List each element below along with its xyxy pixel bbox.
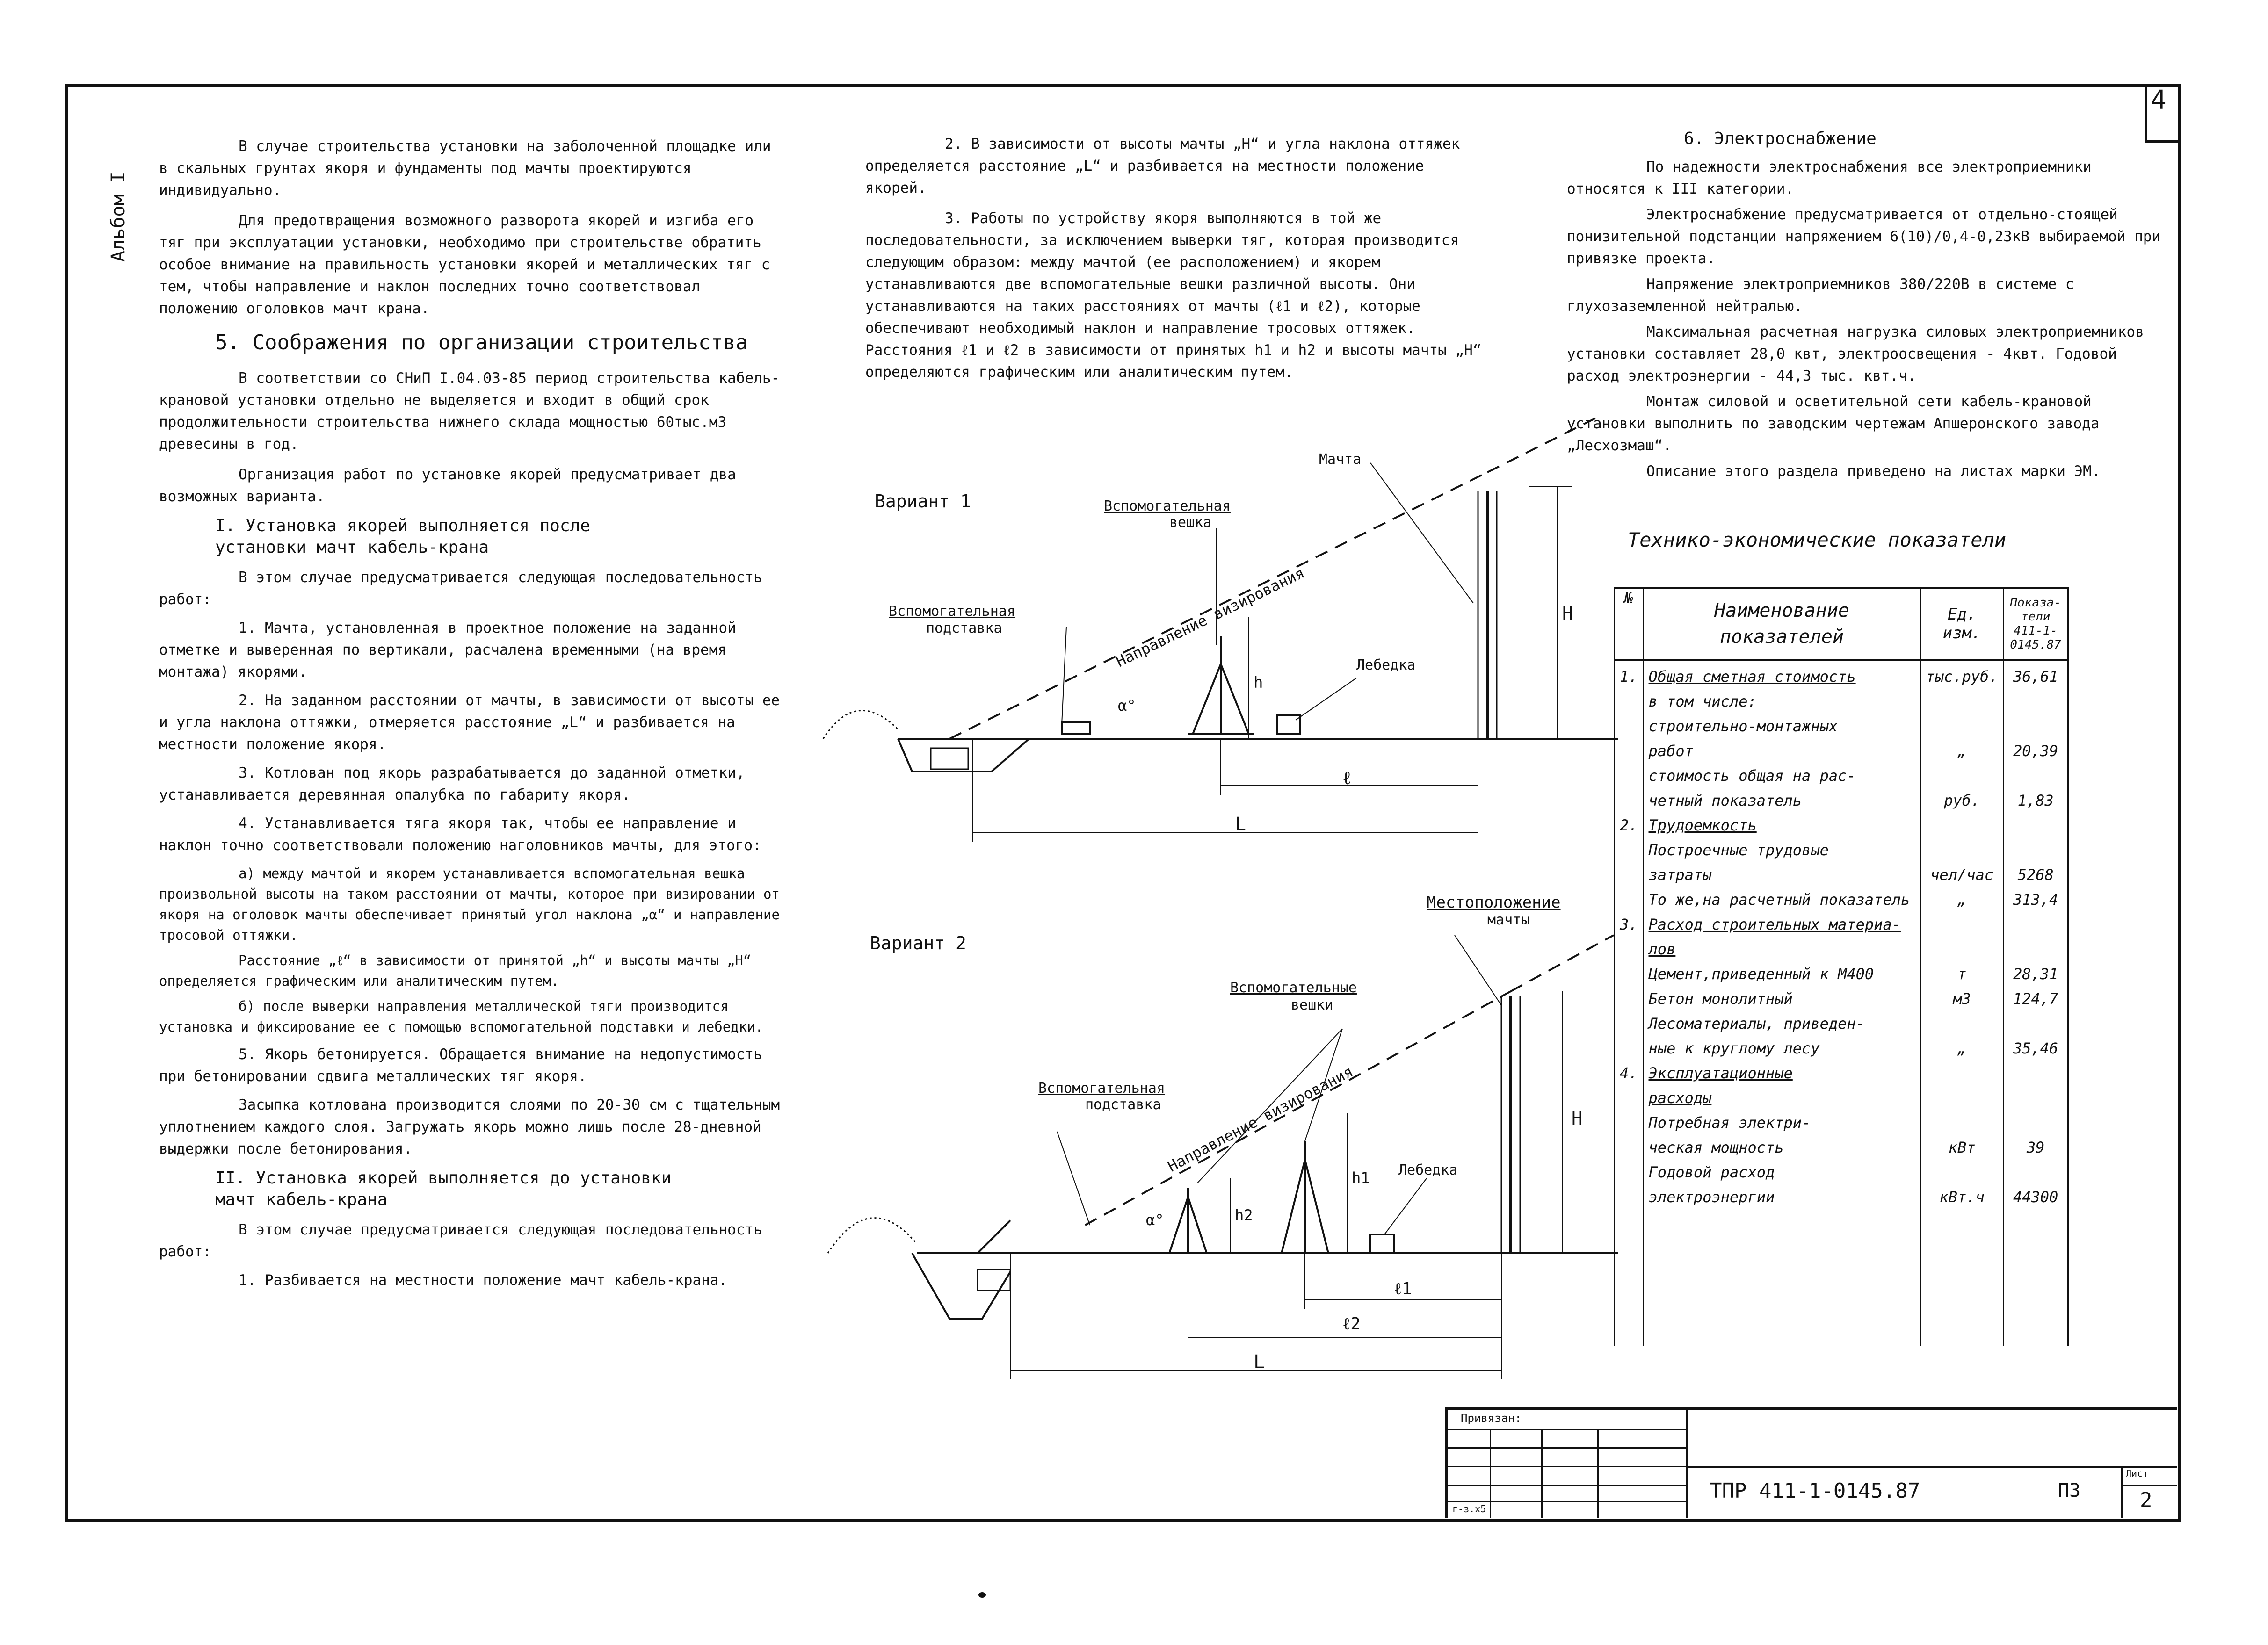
table-row: [1615, 1132, 2068, 1156]
cell-unit: т: [1920, 958, 2003, 983]
cell-name: Потребная электри-: [1643, 1107, 1920, 1132]
table-row: [1615, 1107, 2068, 1132]
stand-label: Вспомогательная: [1038, 1080, 1165, 1097]
poles-label-2: вешки: [1291, 997, 1333, 1013]
cell-name: Лесоматериалы, приведен-: [1643, 1008, 1920, 1032]
cell-unit: [1920, 685, 2003, 710]
variant-2-title: Вариант 2: [870, 933, 966, 953]
paragraph: Описание этого раздела приведено на листах марки ЭМ.: [1646, 463, 2101, 480]
table-title: Технико-экономические показатели: [1628, 528, 2007, 551]
table-row: [1615, 1032, 2068, 1057]
cell-no: [1615, 933, 1644, 958]
table-row: [1615, 1181, 2068, 1206]
cell-no: [1615, 834, 1644, 859]
mast-label: Мачта: [1319, 451, 1362, 468]
cell-name: ческая мощность: [1643, 1132, 1920, 1156]
cell-no: [1615, 735, 1644, 760]
cell-name: Бетон монолитный: [1643, 983, 1920, 1008]
drawing-code: ТПР 411-1-0145.87: [1710, 1479, 1920, 1503]
l2-label: ℓ2: [1342, 1314, 1361, 1334]
H-label: H: [1572, 1108, 1582, 1129]
paragraph: 5. Якорь бетонируется. Обращается внимание на недопустимость при бетонировании сдвига металлических тяг якоря.: [159, 1046, 762, 1085]
subsection-heading-I: I. Установка якорей выполняется после установки мачт кабель-крана: [215, 516, 590, 557]
cell-unit: „: [1920, 1032, 2003, 1057]
l1-label: ℓ1: [1394, 1279, 1412, 1299]
page-number: 4: [2151, 85, 2167, 115]
l-label: ℓ: [1342, 767, 1352, 789]
cell-name: Цемент,приведенный к М400: [1643, 958, 1920, 983]
album-label: Альбом I: [108, 172, 129, 262]
cell-val: [2003, 1057, 2068, 1082]
variant-2-diagram: [828, 935, 1618, 1379]
cell-name: Трудоемкость: [1643, 809, 1920, 834]
cell-val: 44300: [2003, 1181, 2068, 1206]
header-name: Наименование показателей: [1643, 588, 1920, 660]
paragraph: Засыпка котлована производится слоями по 20-30 см с тщательным уплотнением каждого слоя. Загружать якорь можно лишь после 28-дневной выдержки после бетонирования.: [159, 1097, 780, 1157]
table-row: [1615, 760, 2068, 785]
poles-label: Вспомогательные: [1230, 980, 1357, 996]
cell-name: То же,на расчетный показатель: [1643, 884, 1920, 909]
list-label: Лист: [2126, 1468, 2149, 1479]
table-row: [1615, 983, 2068, 1008]
table-row: [1615, 809, 2068, 834]
table-row: [1615, 710, 2068, 735]
cell-val: 20,39: [2003, 735, 2068, 760]
cell-no: [1615, 685, 1644, 710]
cell-unit: м3: [1920, 983, 2003, 1008]
table-body: [1615, 660, 2068, 1206]
cell-unit: „: [1920, 884, 2003, 909]
punch-dot: [978, 1592, 986, 1598]
cell-name: в том числе:: [1643, 685, 1920, 710]
pole-label: Вспомогательная: [1104, 498, 1231, 514]
cell-val: 5268: [2003, 859, 2068, 884]
cell-no: 4.: [1615, 1057, 1644, 1082]
table-row: [1615, 1008, 2068, 1032]
paragraph: Электроснабжение предусматривается от отдельно-стоящей понизительной подстанции напряжением 6(10)/0,4-0,23кВ выбираемой при привязке проекта.: [1567, 206, 2161, 267]
paragraph: 3. Работы по устройству якоря выполняются в той же последовательности, за исключением выверки тяг, которая производится следующим образом: между мачтой (ее расположением) и якорем устанавливаются две вспомогательные вешки различной высоты. Они устанавливаются на таких расстояниях от мачты (ℓ1 и ℓ2), которые обеспечивают необходимый наклон и направление тросовых оттяжек. Расстояния ℓ1 и ℓ2 в зависимости от принятых h1 и h2 и высоты мачты „H“ определяются графическим или аналитическим путем.: [865, 210, 1482, 381]
paragraph: Расстояние „ℓ“ в зависимости от принятой „h“ и высоты мачты „H“ определяется графическим или аналитическим путем.: [159, 952, 752, 989]
h-label: h: [1254, 673, 1263, 692]
sighting-direction-label: Направление визирования: [1113, 563, 1307, 671]
cell-no: 3.: [1615, 909, 1644, 933]
section-heading-6: 6. Электроснабжение: [1684, 129, 1877, 148]
cell-val: 28,31: [2003, 958, 2068, 983]
table-row: [1615, 685, 2068, 710]
subsection-heading-II: II. Установка якорей выполняется до установки мачт кабель-крана: [215, 1169, 672, 1209]
cell-no: [1615, 785, 1644, 809]
paragraph: 2. В зависимости от высоты мачты „H“ и угла наклона оттяжек определяется расстояние „L“ и разбивается на местности положение якорей.: [865, 136, 1460, 196]
cell-val: [2003, 685, 2068, 710]
cell-unit: [1920, 1082, 2003, 1107]
cell-val: [2003, 1082, 2068, 1107]
table-row: [1615, 785, 2068, 809]
cell-name: электроэнергии: [1643, 1181, 1920, 1206]
h2-label: h2: [1235, 1206, 1253, 1224]
cell-no: [1615, 760, 1644, 785]
cell-unit: [1920, 1107, 2003, 1132]
cell-val: 313,4: [2003, 884, 2068, 909]
cell-name: затраты: [1643, 859, 1920, 884]
cell-val: [2003, 809, 2068, 834]
inventory-number: г-з.х5: [1452, 1503, 1486, 1515]
cell-unit: кВт: [1920, 1132, 2003, 1156]
cell-no: [1615, 1008, 1644, 1032]
table-row: [1615, 1156, 2068, 1181]
cell-no: 1.: [1615, 660, 1644, 685]
paragraph: В этом случае предусматривается следующая последовательность работ:: [159, 569, 762, 608]
cell-name: Годовой расход: [1643, 1156, 1920, 1181]
cell-name: Расход строительных материа-: [1643, 909, 1920, 933]
table-row: [1615, 660, 2068, 685]
cell-name: Общая сметная стоимость: [1643, 660, 1920, 685]
table-row: [1615, 909, 2068, 933]
section-heading-5: 5. Соображения по организации строительства: [215, 331, 748, 354]
winch-label: Лебедка: [1356, 657, 1416, 673]
cell-name: Эксплуатационные: [1643, 1057, 1920, 1082]
paragraph: Напряжение электроприемников 380/220В в системе с глухозаземленной нейтралью.: [1567, 276, 2074, 315]
paragraph: Для предотвращения возможного разворота якорей и изгиба его тяг при эксплуатации установки, необходимо при строительстве обратить особое внимание на правильность установки якорей и металлических тяг с тем, чтобы направление и наклон последних точно соответствовал положению оголовков мачт крана.: [159, 212, 770, 317]
h1-label: h1: [1352, 1169, 1370, 1187]
L-label: L: [1254, 1351, 1265, 1373]
cell-unit: тыс.руб.: [1920, 660, 2003, 685]
paragraph: 1. Разбивается на местности положение мачт кабель-крана.: [239, 1272, 728, 1289]
cell-no: [1615, 1032, 1644, 1057]
table-row: [1615, 884, 2068, 909]
cell-unit: [1920, 1008, 2003, 1032]
cell-no: [1615, 1181, 1644, 1206]
cell-unit: кВт.ч: [1920, 1181, 2003, 1206]
cell-no: [1615, 859, 1644, 884]
paragraph: В соответствии со СНиП I.04.03-85 период строительства кабель-крановой установки отдельно не выделяется и входит в общий срок продолжительности строительства нижнего склада мощностью 60тыс.м3 древесины в год.: [159, 370, 780, 453]
header-unit: Ед. изм.: [1920, 588, 2003, 660]
cell-val: 36,61: [2003, 660, 2068, 685]
cell-name: работ: [1643, 735, 1920, 760]
cell-name: строительно-монтажных: [1643, 710, 1920, 735]
cell-val: [2003, 933, 2068, 958]
alpha-label: α°: [1118, 697, 1136, 714]
cell-name: ные к круглому лесу: [1643, 1032, 1920, 1057]
title-block: [1445, 1407, 2177, 1518]
alpha-label: α°: [1146, 1211, 1164, 1229]
stand-label-2: подставка: [1085, 1097, 1161, 1113]
cell-val: [2003, 760, 2068, 785]
cell-unit: [1920, 933, 2003, 958]
cell-no: [1615, 958, 1644, 983]
cell-val: 39: [2003, 1132, 2068, 1156]
cell-no: [1615, 1156, 1644, 1181]
cell-unit: [1920, 760, 2003, 785]
cell-no: [1615, 710, 1644, 735]
cell-val: 35,46: [2003, 1032, 2068, 1057]
paragraph: Максимальная расчетная нагрузка силовых электроприемников установки составляет 28,0 квт, электроосвещения - 4квт. Годовой расход электроэнергии - 44,3 тыс. квт.ч.: [1567, 324, 2144, 384]
stand-label: Вспомогательная: [889, 603, 1015, 620]
cell-val: [2003, 834, 2068, 859]
cell-name: лов: [1643, 933, 1920, 958]
cell-val: [2003, 1008, 2068, 1032]
list-number: 2: [2140, 1488, 2152, 1512]
cell-val: [2003, 710, 2068, 735]
indicators-table: [1614, 587, 2069, 1346]
cell-unit: [1920, 710, 2003, 735]
paragraph: б) после выверки направления металлической тяги производится установка и фиксирование ее с помощью вспомогательной подставки и лебедки.: [159, 998, 764, 1035]
cell-val: [2003, 1156, 2068, 1181]
cell-no: [1615, 1082, 1644, 1107]
paragraph: В этом случае предусматривается следующая последовательность работ:: [159, 1221, 762, 1260]
paragraph: 3. Котлован под якорь разрабатывается до заданной отметки, устанавливается деревянная опалубка по габариту якоря.: [159, 765, 745, 803]
pole-label-2: вешка: [1169, 514, 1212, 531]
table-row: [1615, 933, 2068, 958]
cell-unit: чел/час: [1920, 859, 2003, 884]
cell-unit: [1920, 909, 2003, 933]
paragraph: 4. Устанавливается тяга якоря так, чтобы ее направление и наклон точно соответствовали положению наголовников мачты, для этого:: [159, 815, 761, 854]
cell-unit: [1920, 1156, 2003, 1181]
header-values: Показа- тели 411-1- 0145.87: [2003, 588, 2068, 660]
table-row: [1615, 958, 2068, 983]
cell-val: [2003, 909, 2068, 933]
paragraph: Организация работ по установке якорей предусматривает два возможных варианта.: [159, 466, 736, 505]
header-no: №: [1615, 588, 1644, 660]
sighting-direction-label: Направление визирования: [1165, 1062, 1356, 1176]
table-row: [1615, 1082, 2068, 1107]
stand-label-2: подставка: [926, 620, 1002, 636]
cell-no: [1615, 1107, 1644, 1132]
cell-unit: [1920, 834, 2003, 859]
paragraph: 1. Мачта, установленная в проектное положение на заданной отметке и выверенная по вертикали, расчалена временными (на время монтажа) якорями.: [159, 620, 736, 680]
cell-name: Построечные трудовые: [1643, 834, 1920, 859]
mast-location-label-2: мачты: [1487, 912, 1530, 928]
cell-val: 1,83: [2003, 785, 2068, 809]
paragraph: В случае строительства установки на заболоченной площадке или в скальных грунтах якоря и фундаменты под мачты проектируются индивидуально.: [159, 138, 771, 199]
cell-val: [2003, 1107, 2068, 1132]
mast-location-label: Местоположение: [1427, 893, 1561, 912]
L-label: L: [1235, 814, 1246, 835]
cell-unit: [1920, 1057, 2003, 1082]
table-row: [1615, 859, 2068, 884]
column-right: [1567, 126, 2161, 483]
table-row: [1615, 735, 2068, 760]
sheet-mark: ПЗ: [2058, 1480, 2081, 1501]
cell-no: [1615, 884, 1644, 909]
cell-name: четный показатель: [1643, 785, 1920, 809]
cell-unit: „: [1920, 735, 2003, 760]
privyazan-label: Привязан:: [1461, 1412, 1522, 1425]
cell-no: [1615, 1132, 1644, 1156]
cell-val: 124,7: [2003, 983, 2068, 1008]
cell-no: 2.: [1615, 809, 1644, 834]
cell-no: [1615, 983, 1644, 1008]
paragraph: Монтаж силовой и осветительной сети кабель-крановой установки выполнить по заводским чертежам Апшеронского завода „Лесхозмаш“.: [1567, 393, 2100, 454]
paragraph: 2. На заданном расстоянии от мачты, в зависимости от высоты ее и угла наклона оттяжки, отмеряется расстояние „L“ и разбивается на местности положение якоря.: [159, 692, 780, 753]
cell-unit: руб.: [1920, 785, 2003, 809]
cell-name: расходы: [1643, 1082, 1920, 1107]
paragraph: По надежности электроснабжения все электроприемники относятся к III категории.: [1567, 159, 2092, 197]
cell-unit: [1920, 809, 2003, 834]
H-label: H: [1562, 603, 1573, 624]
paragraph: а) между мачтой и якорем устанавливается вспомогательная вешка произвольной высоты на таком расстоянии от мачты, которое при визировании от якоря на оголовок мачты обеспечивает принятый угол наклона „α“ и направление тросовой оттяжки.: [159, 866, 780, 943]
table-row: [1615, 834, 2068, 859]
winch-label: Лебедка: [1398, 1162, 1458, 1178]
variant-1-title: Вариант 1: [875, 491, 971, 512]
cell-name: стоимость общая на рас-: [1643, 760, 1920, 785]
table-row: [1615, 1057, 2068, 1082]
